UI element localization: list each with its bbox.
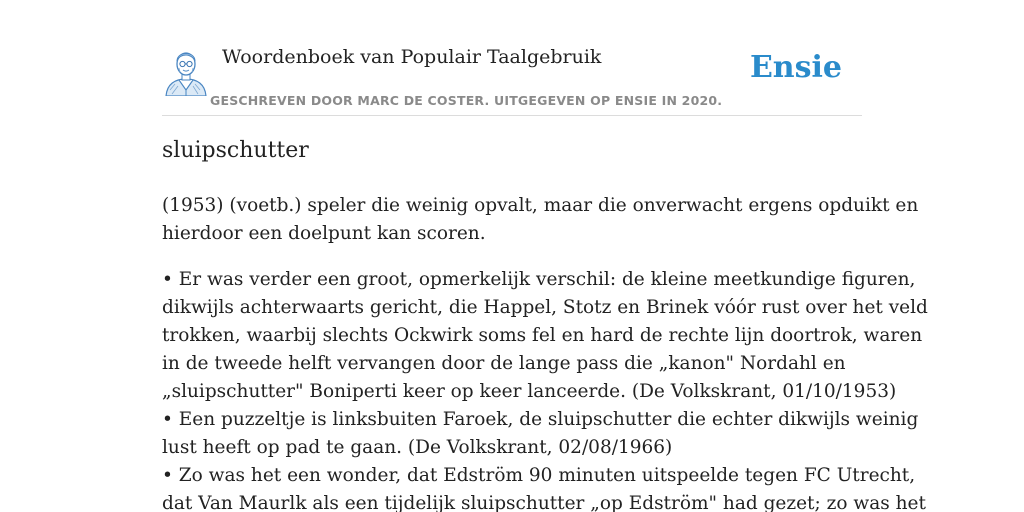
entry-body	[162, 192, 928, 512]
definition-line: hierdoor een doelpunt kan scoren.	[162, 223, 486, 244]
example-line: in de tweede helft vervangen door de lange pass die „kanon" Nordahl en	[162, 353, 846, 374]
entry-term: sluipschutter	[162, 138, 309, 163]
example-line: dikwijls achterwaarts gericht, die Happel, Stotz en Brinek vóór rust over het veld	[162, 297, 928, 318]
example-line: • Zo was het een wonder, dat Edström 90 minuten uitspeelde tegen FC Utrecht,	[162, 465, 916, 486]
example-line: • Er was verder een groot, opmerkelijk verschil: de kleine meetkundige figuren,	[162, 269, 916, 290]
author-portrait-icon[interactable]	[164, 46, 208, 96]
author-byline: GESCHREVEN DOOR MARC DE COSTER. UITGEGEVEN OP ENSIE IN 2020.	[210, 93, 723, 108]
entry-examples	[162, 266, 928, 512]
example-line: • Een puzzeltje is linksbuiten Faroek, de sluipschutter die echter dikwijls weinig	[162, 409, 919, 430]
entry-definition	[162, 192, 919, 248]
example-line: lust heeft op pad te gaan. (De Volkskrant, 02/08/1966)	[162, 437, 673, 458]
example-line: trokken, waarbij slechts Ockwirk soms fel en hard de rechte lijn doortrok, waren	[162, 325, 923, 346]
example-line: dat Van Maurlk als een tijdelijk sluipschutter „op Edström" had gezet; zo was het	[162, 493, 926, 512]
ensie-logo[interactable]: Ensie	[749, 50, 842, 85]
example-line: „sluipschutter" Boniperti keer op keer lanceerde. (De Volkskrant, 01/10/1953)	[162, 381, 897, 402]
definition-line: (1953) (voetb.) speler die weinig opvalt, maar die onverwacht ergens opduikt en	[162, 195, 919, 216]
book-title[interactable]: Woordenboek van Populair Taalgebruik	[222, 46, 602, 68]
book-header	[162, 40, 862, 116]
